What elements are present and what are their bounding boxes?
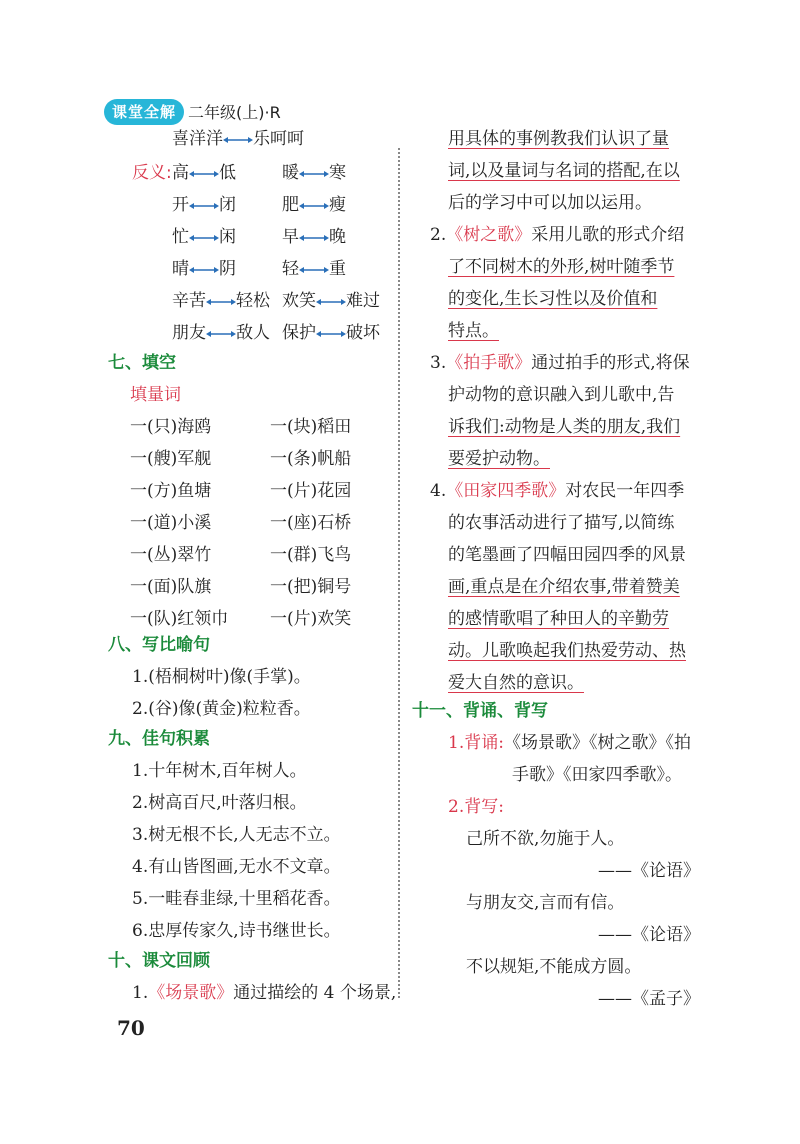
paragraph-line: 诉我们:动物是人类的朋友,我们 — [448, 417, 681, 437]
column-divider — [398, 148, 400, 998]
antonym-pair — [282, 226, 346, 248]
measure-word-item: 一(片)欢笑 — [270, 609, 352, 629]
item-text: 采用儿歌的形式介绍 — [531, 225, 685, 245]
paragraph-line: 了不同树木的外形,树叶随季节 — [448, 257, 675, 277]
double-arrow-icon — [316, 329, 346, 339]
item-number: 3. — [430, 353, 447, 373]
paragraph-line: 用具体的事例教我们认识了量 — [448, 129, 669, 149]
measure-word-item: 一(座)石桥 — [270, 513, 352, 533]
antonym-pair — [282, 290, 380, 312]
double-arrow-icon — [299, 169, 329, 179]
recite-line: 手歌》《田家四季歌》。 — [512, 765, 682, 785]
word: 低 — [219, 163, 236, 183]
list-item: 1.十年树木,百年树人。 — [132, 761, 307, 781]
word: 乐呵呵 — [253, 129, 304, 149]
item-number: 4. — [430, 481, 447, 501]
word: 辛苦 — [172, 291, 206, 311]
list-item: 5.一畦春韭绿,十里稻花香。 — [132, 889, 341, 909]
quote-source: ——《孟子》 — [598, 989, 700, 1009]
list-item — [430, 480, 684, 502]
list-item: 4.有山皆图画,无水不文章。 — [132, 857, 341, 877]
lesson-title: 《田家四季歌》 — [446, 481, 566, 501]
item-text: 对农民一年四季 — [565, 481, 685, 501]
recite-label: 1.背诵: — [448, 733, 504, 753]
measure-word-item: 一(条)帆船 — [270, 449, 352, 469]
item-number: 2. — [430, 225, 447, 245]
section-title: 七、填空 — [108, 353, 176, 373]
list-item — [430, 224, 684, 246]
word: 忙 — [172, 227, 189, 247]
quote-text: 己所不欲,勿施于人。 — [466, 829, 625, 849]
list-item: 6.忠厚传家久,诗书继世长。 — [132, 921, 341, 941]
measure-word-item: 一(艘)军舰 — [130, 449, 212, 469]
measure-word-item: 一(群)飞鸟 — [270, 545, 352, 565]
section-title: 十、课文回顾 — [108, 951, 210, 971]
word: 朋友 — [172, 323, 206, 343]
measure-word-item: 一(道)小溪 — [130, 513, 212, 533]
word: 闭 — [219, 195, 236, 215]
quote-text: 不以规矩,不能成方圆。 — [466, 957, 642, 977]
double-arrow-icon — [223, 135, 253, 145]
list-item: 1.(梧桐树叶)像(手掌)。 — [132, 667, 311, 687]
double-arrow-icon — [299, 201, 329, 211]
measure-word-item: 一(把)铜号 — [270, 577, 352, 597]
double-arrow-icon — [206, 329, 236, 339]
antonym-pair — [282, 258, 346, 280]
double-arrow-icon — [316, 297, 346, 307]
section-title: 十一、背诵、背写 — [412, 701, 548, 721]
recite-text: 《场景歌》《树之歌》《拍 — [503, 733, 691, 753]
measure-word-item: 一(队)红领巾 — [130, 609, 229, 629]
word: 欢笑 — [282, 291, 316, 311]
measure-word-item: 一(片)花园 — [270, 481, 352, 501]
word: 肥 — [282, 195, 299, 215]
lesson-title: 《拍手歌》 — [446, 353, 532, 373]
item-number: 1. — [132, 983, 149, 1003]
word: 闲 — [219, 227, 236, 247]
lesson-title: 《场景歌》 — [148, 983, 234, 1003]
word: 暖 — [282, 163, 299, 183]
subsection-title: 填量词 — [130, 385, 181, 405]
double-arrow-icon — [299, 233, 329, 243]
item-text: 通过拍手的形式,将保 — [531, 353, 690, 373]
quote-source: ——《论语》 — [598, 861, 700, 881]
paragraph-line: 要爱护动物。 — [448, 449, 550, 469]
antonym-pair — [172, 162, 236, 184]
list-item: 2.树高百尺,叶落归根。 — [132, 793, 307, 813]
antonym-pair — [282, 322, 380, 344]
word: 高 — [172, 163, 189, 183]
antonym-pair — [172, 226, 236, 248]
recite-line — [448, 732, 691, 754]
word: 轻松 — [236, 291, 270, 311]
write-label: 2.背写: — [448, 797, 504, 817]
antonym-pair — [172, 322, 270, 344]
measure-word-item: 一(面)队旗 — [130, 577, 212, 597]
word: 瘦 — [329, 195, 346, 215]
paragraph-line: 动。儿歌唤起我们热爱劳动、热 — [448, 641, 686, 661]
synonym-pair — [172, 128, 304, 150]
paragraph-line: 的笔墨画了四幅田园四季的风景 — [448, 545, 686, 565]
list-item — [132, 982, 396, 1004]
double-arrow-icon — [189, 265, 219, 275]
double-arrow-icon — [189, 201, 219, 211]
lesson-title: 《树之歌》 — [446, 225, 532, 245]
paragraph-line: 爱大自然的意识。 — [448, 673, 584, 693]
antonym-label: 反义: — [132, 163, 172, 183]
antonym-pair — [172, 258, 236, 280]
measure-word-item: 一(丛)翠竹 — [130, 545, 212, 565]
measure-word-item: 一(块)稻田 — [270, 417, 352, 437]
paragraph-line: 的变化,生长习性以及价值和 — [448, 289, 658, 309]
double-arrow-icon — [189, 169, 219, 179]
antonym-pair — [282, 194, 346, 216]
quote-source: ——《论语》 — [598, 925, 700, 945]
antonym-pair — [172, 290, 270, 312]
measure-word-item: 一(方)鱼塘 — [130, 481, 212, 501]
word: 保护 — [282, 323, 316, 343]
word: 难过 — [346, 291, 380, 311]
word: 晚 — [329, 227, 346, 247]
word: 敌人 — [236, 323, 270, 343]
word: 阴 — [219, 259, 236, 279]
double-arrow-icon — [299, 265, 329, 275]
header-badge: 课堂全解 — [104, 99, 184, 125]
section-title: 九、佳句积累 — [108, 729, 210, 749]
double-arrow-icon — [189, 233, 219, 243]
paragraph-line: 特点。 — [448, 321, 499, 341]
page-number: 70 — [117, 1016, 145, 1040]
word: 晴 — [172, 259, 189, 279]
item-text: 通过描绘的 4 个场景, — [233, 983, 397, 1003]
list-item — [430, 352, 690, 374]
paragraph-line: 的农事活动进行了描写,以简练 — [448, 513, 675, 533]
paragraph-line: 的感情歌唱了种田人的辛勤劳 — [448, 609, 669, 629]
double-arrow-icon — [206, 297, 236, 307]
list-item: 2.(谷)像(黄金)粒粒香。 — [132, 699, 311, 719]
paragraph-line: 护动物的意识融入到儿歌中,告 — [448, 385, 675, 405]
section-title: 八、写比喻句 — [108, 635, 210, 655]
header-grade: 二年级(上)·R — [188, 103, 281, 122]
word: 开 — [172, 195, 189, 215]
word: 寒 — [329, 163, 346, 183]
word: 破坏 — [346, 323, 380, 343]
word: 早 — [282, 227, 299, 247]
list-item: 3.树无根不长,人无志不立。 — [132, 825, 341, 845]
word: 重 — [329, 259, 346, 279]
measure-word-item: 一(只)海鸥 — [130, 417, 212, 437]
antonym-pair — [282, 162, 346, 184]
antonym-pair — [172, 194, 236, 216]
quote-text: 与朋友交,言而有信。 — [466, 893, 625, 913]
word: 喜洋洋 — [172, 129, 223, 149]
paragraph-line: 词,以及量词与名词的搭配,在以 — [448, 161, 680, 181]
word: 轻 — [282, 259, 299, 279]
paragraph-line: 后的学习中可以加以运用。 — [448, 193, 652, 213]
paragraph-line: 画,重点是在介绍农事,带着赞美 — [448, 577, 680, 597]
